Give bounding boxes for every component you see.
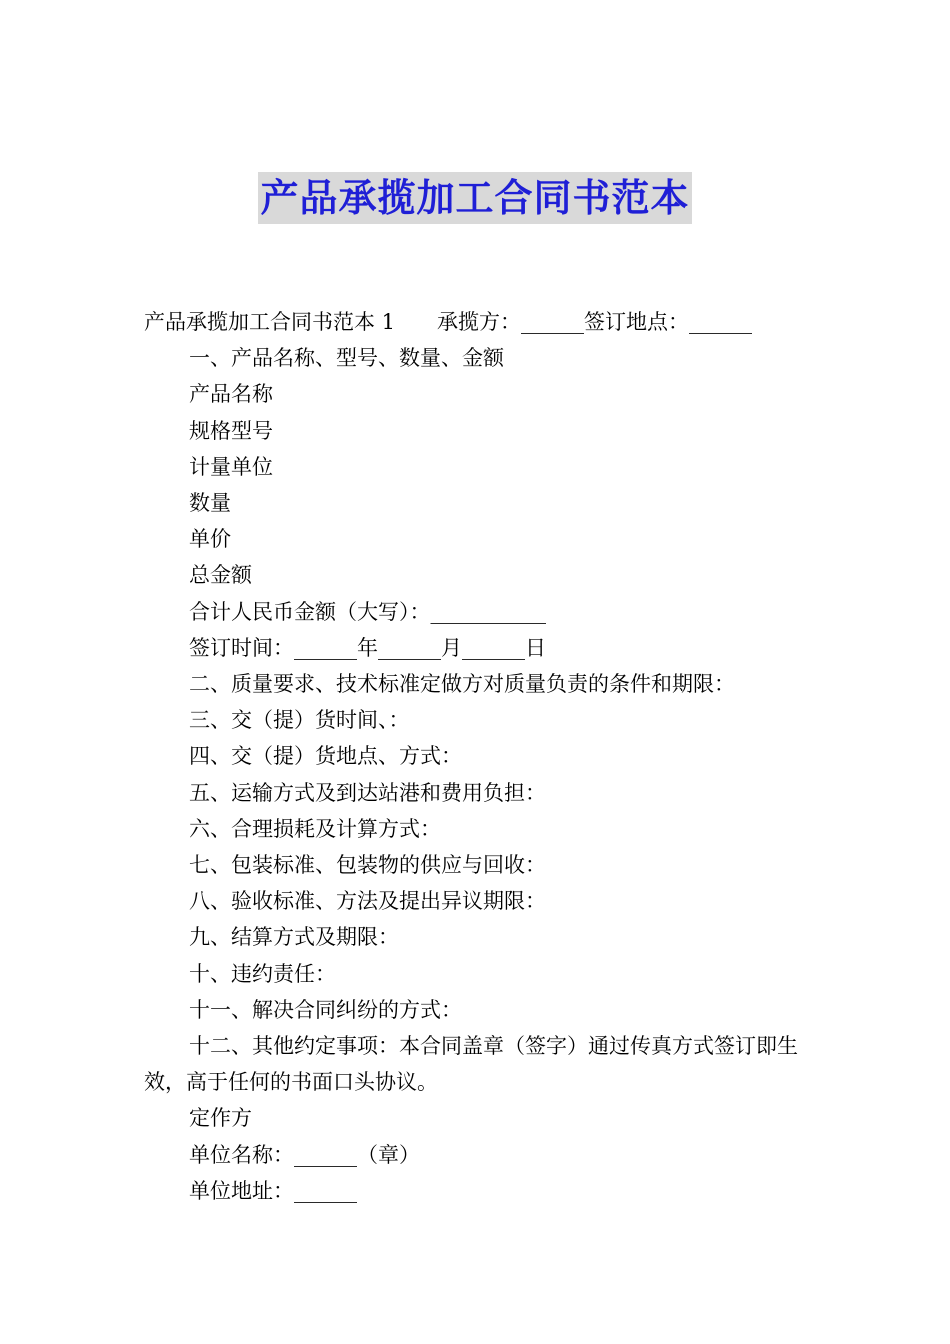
- section-5-transport: 五、运输方式及到达站港和费用负担：: [189, 780, 546, 805]
- section-9-settlement: 九、结算方式及期限：: [189, 925, 399, 950]
- signature-unit-name: 单位名称：______（章）: [189, 1142, 420, 1167]
- section-3-delivery-time: 三、交（提）货时间、：: [189, 708, 410, 733]
- field-spec-model: 规格型号: [189, 418, 273, 443]
- field-total-amount: 总金额: [189, 563, 252, 588]
- document-title: 产品承揽加工合同书范本: [258, 172, 691, 224]
- document-body: [144, 304, 809, 1209]
- field-unit-of-measure: 计量单位: [189, 454, 273, 479]
- field-signing-date: 签订时间：______年______月______日: [189, 635, 546, 660]
- section-11-disputes: 十一、解决合同纠纷的方式：: [189, 997, 462, 1022]
- header-line: [144, 304, 809, 340]
- section-12-other-terms: 十二、其他约定事项：本合同盖章（签字）通过传真方式签订即生效，高于任何的书面口头协议。: [144, 1034, 798, 1095]
- contractor-and-signing-place: 承揽方：______签订地点：______: [437, 310, 753, 334]
- field-quantity: 数量: [189, 491, 231, 516]
- signature-unit-address: 单位地址：______: [189, 1178, 357, 1203]
- field-product-name: 产品名称: [189, 382, 273, 407]
- section-6-loss: 六、合理损耗及计算方式：: [189, 816, 441, 841]
- field-unit-price: 单价: [189, 527, 231, 552]
- contract-subtitle: 产品承揽加工合同书范本 1: [144, 310, 396, 334]
- section-4-delivery-place: 四、交（提）货地点、方式：: [189, 744, 462, 769]
- section-8-acceptance: 八、验收标准、方法及提出异议期限：: [189, 889, 546, 914]
- signature-party: 定作方: [189, 1106, 252, 1131]
- section-1-heading: 一、产品名称、型号、数量、金额: [189, 346, 504, 371]
- section-2-quality: 二、质量要求、技术标准定做方对质量负责的条件和期限：: [189, 672, 735, 697]
- document-title-heading: [0, 172, 950, 224]
- field-total-rmb-uppercase: 合计人民币金额（大写）：___________: [189, 599, 546, 624]
- section-7-packaging: 七、包装标准、包装物的供应与回收：: [189, 853, 546, 878]
- section-10-liability: 十、违约责任：: [189, 961, 336, 986]
